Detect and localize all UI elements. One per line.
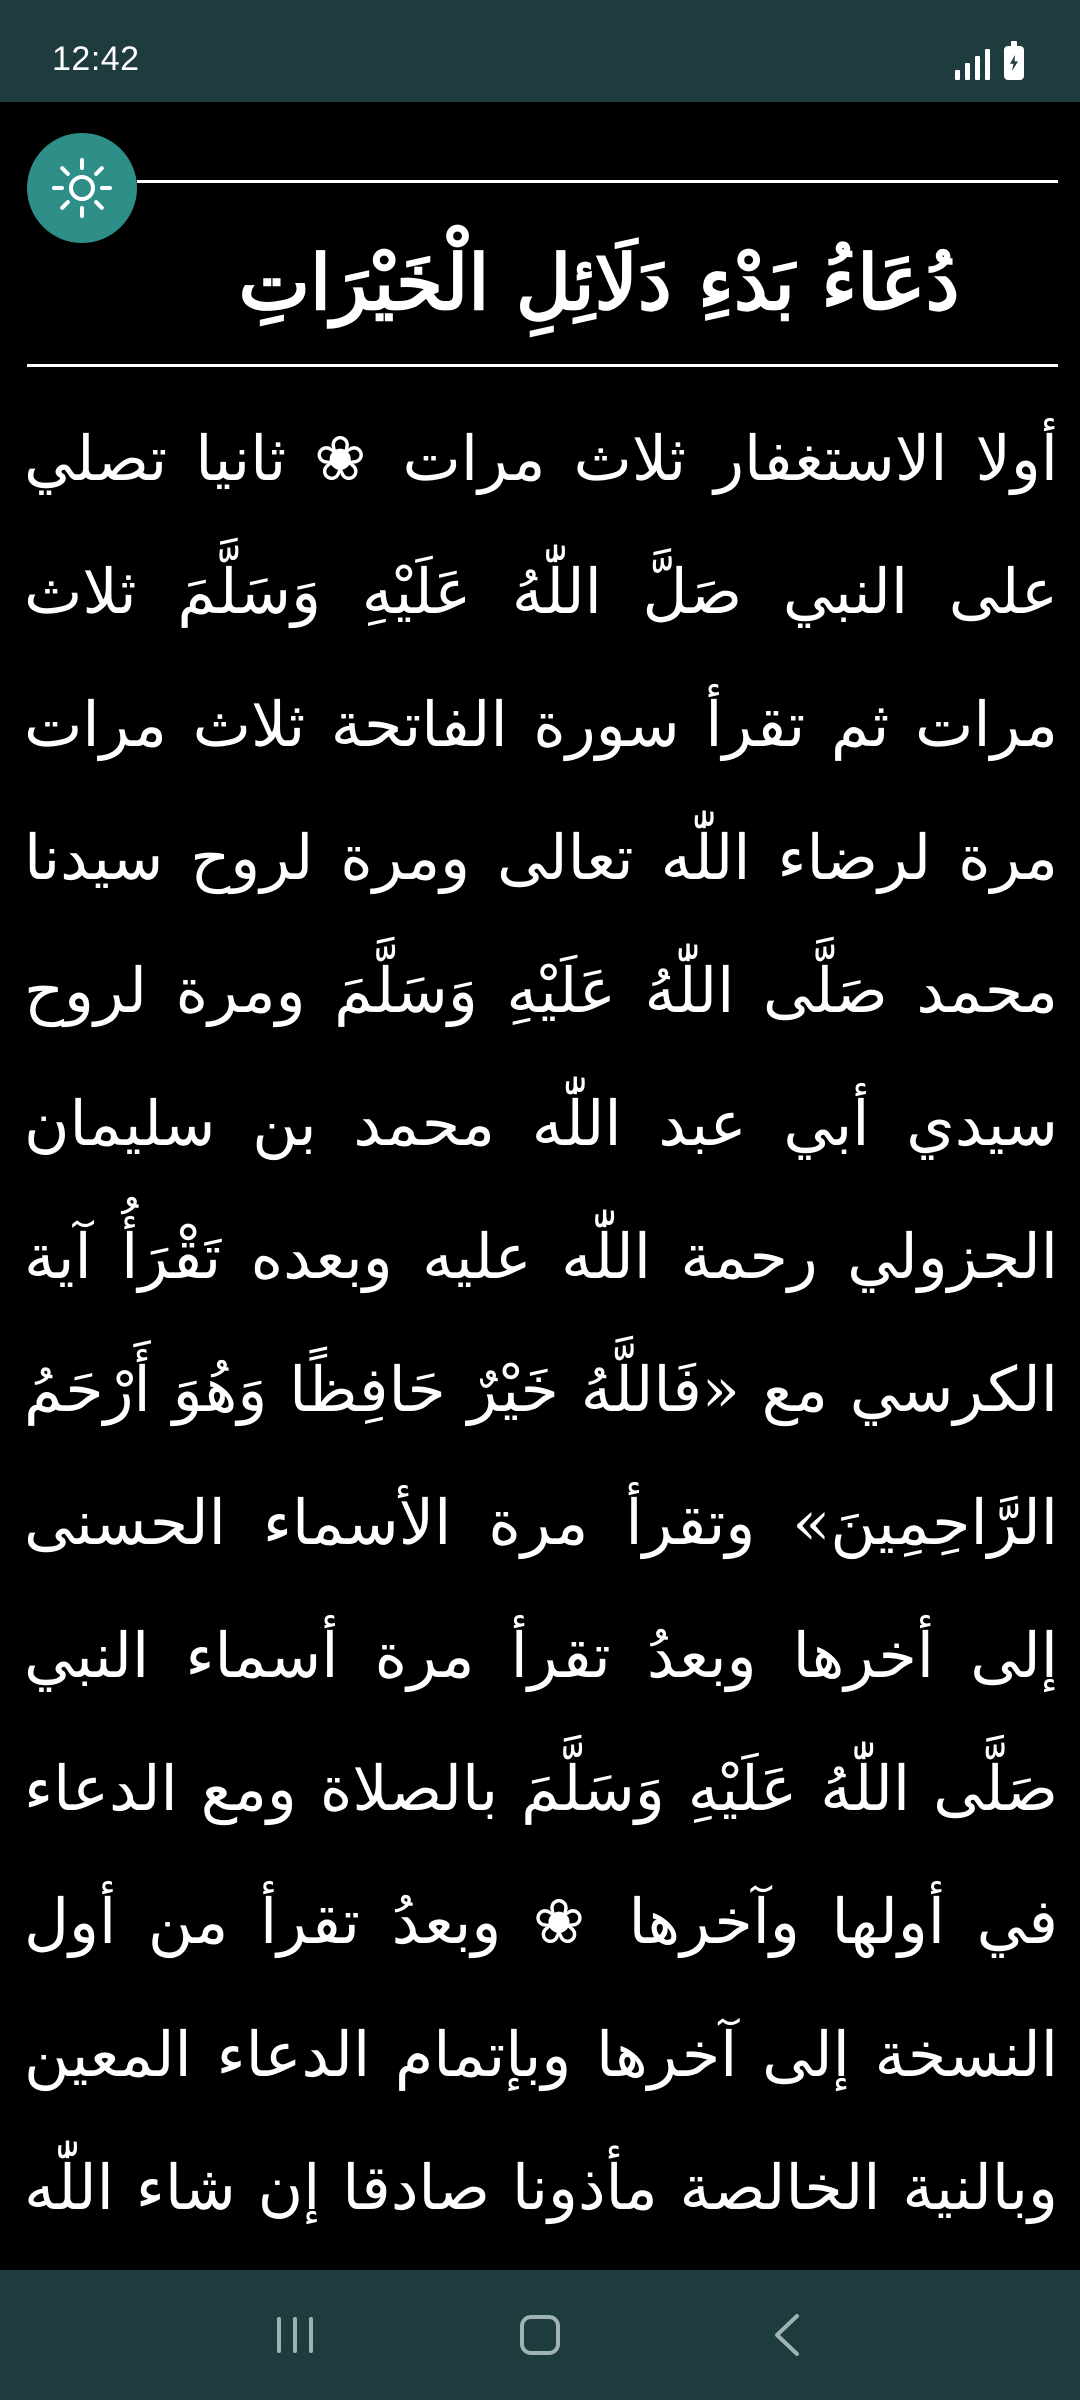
status-bar (0, 0, 1080, 102)
navigation-bar (0, 2270, 1080, 2400)
recents-button[interactable] (250, 2300, 340, 2370)
status-time: 12:42 (52, 40, 140, 78)
back-icon (767, 2310, 807, 2360)
home-button[interactable] (495, 2300, 585, 2370)
status-icons (955, 46, 1024, 80)
signal-icon (955, 48, 990, 80)
recents-icon (270, 2313, 320, 2357)
page-title: دُعَاءُ بَدْءِ دَلَائِلِ الْخَيْرَاتِ (238, 238, 960, 327)
theme-toggle-button[interactable] (27, 133, 137, 243)
battery-charging-icon (1004, 46, 1024, 80)
home-icon (517, 2312, 563, 2358)
back-button[interactable] (742, 2300, 832, 2370)
title-top-divider (137, 180, 1058, 183)
reader-content[interactable] (0, 102, 1080, 2270)
title-bottom-divider (27, 364, 1058, 367)
sun-icon (49, 155, 115, 221)
body-text: أولا الاستغفار ثلاث مرات ❀ ثانيا تصلي على النبي صَلَّ اللّٰهُ عَلَيْهِ وَسَلَّمَ ثلاث مرات ثم تقرأ سورة الفاتحة ثلاث مرات مرة لرضاء اللّٰه تعالى ومرة لروح سيدنا محمد صَلَّى اللّٰهُ عَلَيْهِ وَسَلَّمَ ومرة لروح سيدي أبي عبد اللّٰه محمد بن سليمان الجزولي رحمة اللّٰه عليه وبعده تَقْرَأُ آية الكرسي مع «فَاللَّهُ خَيْرٌ حَافِظًا وَهُوَ أَرْحَمُ الرَّاحِمِينَ» وتقرأ مرة الأسماء الحسنى إلى أخرها وبعدُ تقرأ مرة أسماء النبي صَلَّى اللّٰهُ عَلَيْهِ وَسَلَّمَ بالصلاة ومع الدعاء في أولها وآخرها ❀ وبعدُ تقرأ من أول النسخة إلى آخرها وبإتمام الدعاء المعين وبالنية الخالصة مأذونا صادقا إن شاء اللّٰه (24, 422, 1058, 2224)
